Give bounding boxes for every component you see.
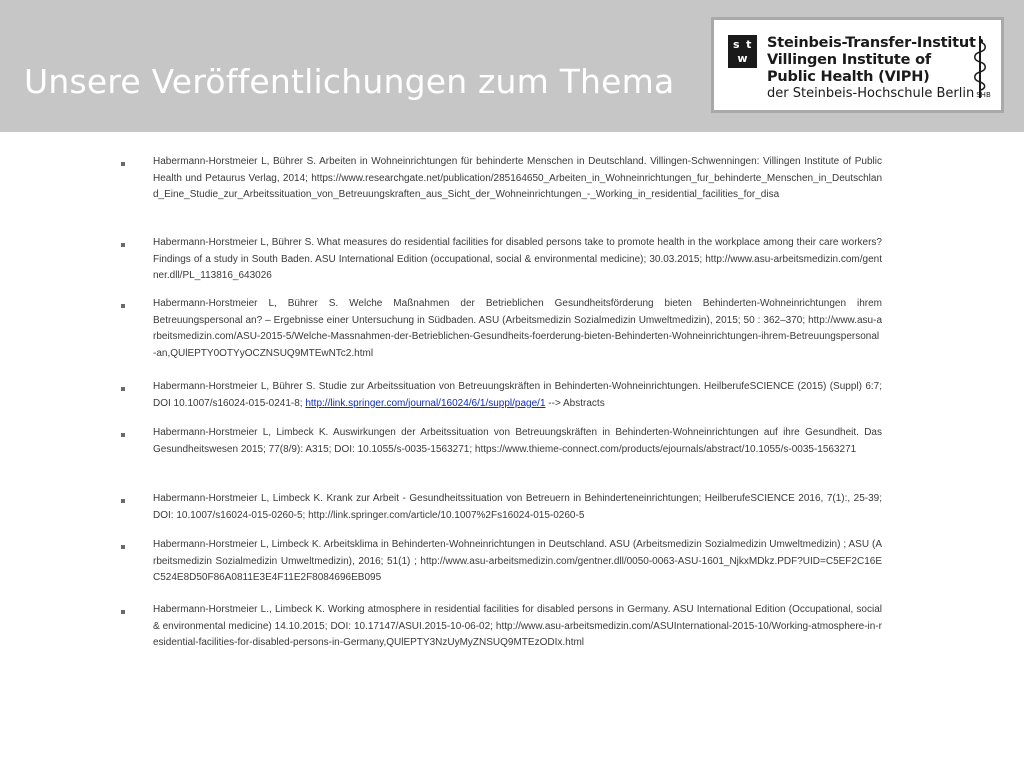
reference-text: Habermann-Horstmeier L, Bührer S. Studie zur Arbeitssituation von Betreuungskräften in Behinderten-Wohneinrichtungen. HeilberufeSCIENCE (2015) (Suppl) 6:7; DOI 10.1007/s16024-015-0241-8; — [153, 381, 882, 409]
reference-url: https://www.researchgate.net/publication/285164650_Arbeiten_in_Wohneinrichtungen_fur_behinderte_Menschen_in_Deutschland_Eine_Studie_zur_Arbeitssituation_von_Betreuungskraften_aus_Sicht_der_Wohneinrichtungen_-_Working_in_residential_facilities_for_disa — [153, 172, 883, 200]
reference-text: Habermann-Horstmeier L., Limbeck K. Working atmosphere in residential facilities for disabled persons in Germany. ASU International Edition (Occupational, social & environmental medicine) 14.10.2015; DOI: 10.17147/ASUI.2015-10-06-02; http://www.asu-arbeitsmedizin.com/ASUInternational-2015-10/Working-atmosphere-in-residential-facilities-for-disabled-persons-in-Germany,QUlEPTY3NzUyMyZNSUQ9MTEzODIx.html — [153, 604, 882, 648]
logo-mark-letter: s — [732, 37, 740, 51]
logo-text — [767, 35, 991, 102]
reference-item — [153, 537, 882, 587]
logo-line-2: Villingen Institute of — [767, 52, 931, 69]
bullet-icon — [121, 545, 125, 549]
reference-text: Habermann-Horstmeier L, Bührer S. What measures do residential facilities for disabled persons take to promote health in the workplace among their care workers? Findings of a study in South Baden. ASU International Edition (occupational, social & environmental medicine); 30.03.2015; — [153, 237, 882, 265]
logo-line-4-suffix: SHB — [976, 91, 991, 100]
reference-item — [153, 425, 882, 458]
reference-item — [153, 235, 882, 285]
staff-of-asclepius-icon — [971, 34, 989, 100]
bullet-icon — [121, 433, 125, 437]
reference-item — [153, 296, 882, 362]
bullet-icon — [121, 243, 125, 247]
reference-suffix: --> Abstracts — [548, 397, 605, 409]
logo-line-1: Steinbeis-Transfer-Institut — [767, 35, 976, 51]
reference-item — [153, 491, 882, 524]
reference-text: Habermann-Horstmeier L, Limbeck K. Arbeitsklima in Behinderten-Wohneinrichtungen in Deutschland. ASU (Arbeitsmedizin Sozialmedizin Umweltmedizin) ; ASU (Arbeitsmedizin Sozialmedizin Umweltmedizin), 2016; 51(1) ; http://www.asu-arbeitsmedizin.com/gentner.dll/0050-0063-ASU-1601_NjkxMDkz.PDF?UID=C5EF2C16EC524E8D50F86A0811E3E4F11E2F8084696EB095 — [153, 539, 882, 583]
stw-logo-mark — [728, 35, 757, 68]
bullet-icon — [121, 499, 125, 503]
reference-item — [153, 379, 882, 412]
logo-mark-letter: t — [746, 37, 752, 51]
springer-link[interactable]: http://link.springer.com/journal/16024/6/1/suppl/page/1 — [305, 397, 546, 409]
bullet-icon — [121, 610, 125, 614]
reference-url: http://www.asu-arbeitsmedizin.com/ASU-2015-5/Welche-Massnahmen-der-Betrieblichen-Gesundheits-foerderung-bieten-Behinderten-Wohneinrichtungen-ihrem-Betreuungspersonal-an,QUlEPTY0OTYyOCZNSUQ9MTEwNTc2.html — [153, 314, 882, 359]
reference-url: http://www.asu-arbeitsmedizin.com/gentner.dll/PL_113816_643026 — [153, 253, 882, 281]
reference-item — [153, 154, 882, 204]
page-title: Unsere Veröffentlichungen zum Thema — [24, 62, 675, 101]
reference-item — [153, 602, 882, 652]
reference-text: Habermann-Horstmeier L, Limbeck K. Auswirkungen der Arbeitssituation von Betreuungskräften in Behinderten-Wohneinrichtungen auf ihre Gesundheit. Das Gesundheitswesen 2015; 77(8/9): A315; DOI: 10.1055/s-0035-1563271; https://www.thieme-connect.com/products/ejournals/abstract/10.1055/s-0035-1563271 — [153, 427, 882, 455]
logo-line-4 — [767, 86, 991, 101]
bullet-icon — [121, 162, 125, 166]
logo-line-4-text: der Steinbeis-Hochschule Berlin — [767, 86, 975, 102]
bullet-icon — [121, 387, 125, 391]
logo-line-3: Public Health (VIPH) — [767, 69, 930, 86]
logo-mark-letter: w — [737, 52, 748, 66]
institute-logo — [711, 17, 1004, 113]
reference-text: Habermann-Horstmeier L, Bührer S. Arbeiten in Wohneinrichtungen für behinderte Menschen in Deutschland. Villingen-Schwenningen: Villingen Institute of Public Health und Petaurus Verlag, 2014; — [153, 156, 882, 184]
bullet-icon — [121, 304, 125, 308]
reference-text: Habermann-Horstmeier L, Limbeck K. Krank zur Arbeit - Gesundheitssituation von Betreuern in Behinderteneinrichtungen; HeilberufeSCIENCE 2016, 7(1):, 25-39; DOI: 10.1007/s16024-015-0260-5; http://link.springer.com/article/10.1007%2Fs16024-015-0260-5 — [153, 493, 882, 521]
reference-text: Habermann-Horstmeier L, Bührer S. Welche Maßnahmen der Betrieblichen Gesundheitsförderung bieten Behinderten-Wohneinrichtungen ihrem Betreuungspersonal an? – Ergebnisse einer Untersuchung in Südbaden. ASU (Arbeitsmedizin Sozialmedizin Umweltmedizin), 2015; 50 : 362–370; — [153, 298, 882, 326]
